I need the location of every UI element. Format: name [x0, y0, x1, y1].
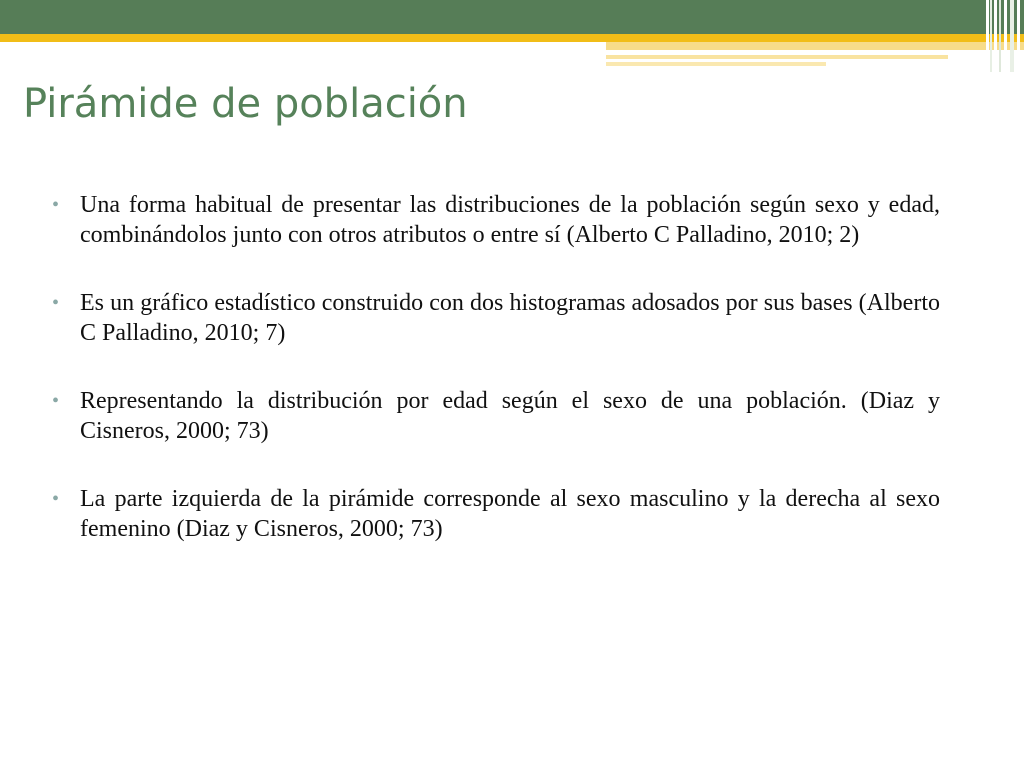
- bullet-icon: •: [52, 194, 60, 216]
- header-gold-strip-short: [606, 62, 826, 66]
- header-vertical-stripes: [986, 0, 1024, 72]
- bullet-text: Una forma habitual de presentar las distribuciones de la población según sexo y edad, combinándolos junto con otros atributos o entre sí (Alberto C Palladino, 2010; 2): [80, 192, 940, 248]
- bullet-text: La parte izquierda de la pirámide corresponde al sexo masculino y la derecha al sexo femenino (Diaz y Cisneros, 2000; 73): [80, 486, 940, 542]
- header-band: [0, 0, 1024, 34]
- bullet-item: [52, 484, 940, 544]
- bullet-item: [52, 190, 940, 250]
- slide-title: Pirámide de población: [23, 81, 468, 127]
- bullet-list: [52, 190, 940, 582]
- bullet-icon: •: [52, 488, 60, 510]
- bullet-icon: •: [52, 292, 60, 314]
- header-gold-band-mask: [0, 42, 606, 50]
- bullet-item: [52, 288, 940, 348]
- bullet-item: [52, 386, 940, 446]
- header-gold-band: [0, 34, 1024, 42]
- bullet-text: Es un gráfico estadístico construido con dos histogramas adosados por sus bases (Alberto C Palladino, 2010; 7): [80, 290, 940, 346]
- header-gold-strip: [606, 55, 948, 59]
- bullet-icon: •: [52, 390, 60, 412]
- bullet-text: Representando la distribución por edad según el sexo de una población. (Diaz y Cisneros, 2000; 73): [80, 388, 940, 444]
